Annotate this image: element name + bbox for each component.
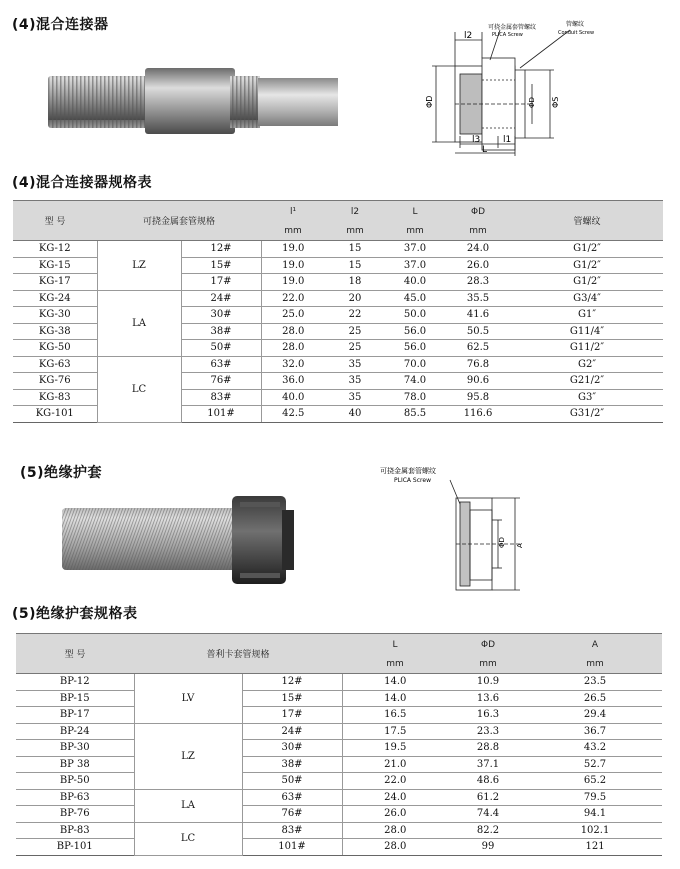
model-cell: KG-50 — [13, 340, 97, 357]
section5-table-heading: (5)绝缘护套规格表 — [12, 606, 138, 622]
diagram4-phiD-small-label: ΦD — [528, 97, 536, 108]
diagram4-L-label: L — [482, 145, 488, 155]
section4-heading: (4)混合连接器 — [12, 17, 109, 33]
model-cell: BP-24 — [16, 723, 134, 740]
L-cell: 40.0 — [385, 274, 445, 291]
A-cell: 94.1 — [528, 806, 662, 823]
L-cell: 28.0 — [342, 839, 448, 856]
conduit-size-cell: 101# — [181, 406, 261, 423]
l1-cell: 28.0 — [261, 340, 325, 357]
model-cell: KG-38 — [13, 323, 97, 340]
insulating-sleeve-diagram — [370, 458, 570, 608]
model-cell: KG-15 — [13, 257, 97, 274]
L-cell: 16.5 — [342, 707, 448, 724]
D-cell: 74.4 — [448, 806, 528, 823]
table-row — [16, 674, 662, 691]
l2-cell: 20 — [325, 290, 385, 307]
l2-cell: 25 — [325, 323, 385, 340]
conduit-group-cell: LV — [134, 674, 242, 724]
conduit-size-cell: 24# — [242, 723, 342, 740]
diagram4-plica-en-label: PLICA Screw — [492, 32, 523, 38]
l2-cell: 35 — [325, 356, 385, 373]
conduit-size-cell: 12# — [181, 241, 261, 258]
mixed-connector-diagram — [420, 18, 660, 158]
conduit-group-cell: LZ — [134, 723, 242, 789]
D-cell: 37.1 — [448, 756, 528, 773]
thread-cell: G1″ — [511, 307, 663, 324]
D-cell: 48.6 — [448, 773, 528, 790]
insulating-sleeve-spec-table — [16, 633, 662, 856]
thread-cell: G1/2″ — [511, 257, 663, 274]
diagram4-plica-label: 可挠金属套管螺纹 — [488, 24, 537, 31]
D-cell: 50.5 — [445, 323, 511, 340]
l1-cell: 22.0 — [261, 290, 325, 307]
model-cell: BP-17 — [16, 707, 134, 724]
A-cell: 43.2 — [528, 740, 662, 757]
diagram4-conduit-en-label: Conduit Screw — [558, 30, 595, 36]
table-row — [16, 806, 662, 823]
model-cell: BP-101 — [16, 839, 134, 856]
model-cell: BP-83 — [16, 822, 134, 839]
l2-cell: 35 — [325, 389, 385, 406]
header5-conduit: 普利卡套管规格 — [134, 634, 342, 674]
L-cell: 17.5 — [342, 723, 448, 740]
l1-cell: 19.0 — [261, 257, 325, 274]
A-cell: 65.2 — [528, 773, 662, 790]
l1-cell: 25.0 — [261, 307, 325, 324]
L-cell: 74.0 — [385, 373, 445, 390]
A-cell: 23.5 — [528, 674, 662, 691]
l2-cell: 18 — [325, 274, 385, 291]
table-row — [13, 241, 663, 258]
conduit-size-cell: 50# — [181, 340, 261, 357]
conduit-size-cell: 38# — [242, 756, 342, 773]
table-row — [16, 822, 662, 839]
mixed-connector-photo — [40, 60, 340, 140]
diagram5-plica-label: 可挠金属套管螺纹 — [380, 467, 436, 475]
thread-cell: G1/2″ — [511, 241, 663, 258]
thread-cell: G1/2″ — [511, 274, 663, 291]
D-cell: 28.3 — [445, 274, 511, 291]
table-row — [16, 707, 662, 724]
model-cell: KG-24 — [13, 290, 97, 307]
L-cell: 85.5 — [385, 406, 445, 423]
l2-cell: 25 — [325, 340, 385, 357]
D-cell: 61.2 — [448, 789, 528, 806]
model-cell: BP-15 — [16, 690, 134, 707]
thread-cell: G3″ — [511, 389, 663, 406]
diagram4-phiD-label: ΦD — [425, 95, 434, 108]
thread-cell: G31/2″ — [511, 406, 663, 423]
D-cell: 10.9 — [448, 674, 528, 691]
L-cell: 56.0 — [385, 340, 445, 357]
D-cell: 90.6 — [445, 373, 511, 390]
L-cell: 26.0 — [342, 806, 448, 823]
diagram5-phiD-label: ΦD — [498, 537, 506, 548]
conduit-group-cell: LA — [97, 290, 181, 356]
header-thread: 管螺纹 — [511, 201, 663, 241]
conduit-size-cell: 83# — [242, 822, 342, 839]
header-model: 型 号 — [13, 201, 97, 241]
l1-cell: 28.0 — [261, 323, 325, 340]
header5-model: 型 号 — [16, 634, 134, 674]
L-cell: 56.0 — [385, 323, 445, 340]
model-cell: KG-12 — [13, 241, 97, 258]
A-cell: 121 — [528, 839, 662, 856]
l1-cell: 32.0 — [261, 356, 325, 373]
table-row — [16, 789, 662, 806]
table-row — [16, 690, 662, 707]
A-cell: 102.1 — [528, 822, 662, 839]
l2-cell: 35 — [325, 373, 385, 390]
L-cell: 19.5 — [342, 740, 448, 757]
conduit-size-cell: 83# — [181, 389, 261, 406]
model-cell: KG-101 — [13, 406, 97, 423]
unit5-A: mm — [528, 656, 662, 674]
model-cell: BP-50 — [16, 773, 134, 790]
conduit-size-cell: 17# — [242, 707, 342, 724]
conduit-size-cell: 50# — [242, 773, 342, 790]
L-cell: 70.0 — [385, 356, 445, 373]
D-cell: 99 — [448, 839, 528, 856]
diagram4-l2-label: l2 — [464, 31, 473, 41]
table-row — [16, 723, 662, 740]
A-cell: 26.5 — [528, 690, 662, 707]
conduit-size-cell: 63# — [181, 356, 261, 373]
D-cell: 116.6 — [445, 406, 511, 423]
diagram4-l1-label: l1 — [503, 135, 512, 145]
conduit-group-cell: LZ — [97, 241, 181, 291]
conduit-size-cell: 76# — [242, 806, 342, 823]
conduit-size-cell: 30# — [242, 740, 342, 757]
L-cell: 21.0 — [342, 756, 448, 773]
l2-cell: 40 — [325, 406, 385, 423]
conduit-size-cell: 101# — [242, 839, 342, 856]
D-cell: 26.0 — [445, 257, 511, 274]
D-cell: 76.8 — [445, 356, 511, 373]
header-l2: l2 — [325, 201, 385, 223]
table-row — [13, 356, 663, 373]
header5-L: L — [342, 634, 448, 656]
conduit-size-cell: 15# — [242, 690, 342, 707]
D-cell: 13.6 — [448, 690, 528, 707]
unit-D: mm — [445, 223, 511, 241]
insulating-sleeve-photo — [60, 490, 300, 590]
thread-cell: G11/4″ — [511, 323, 663, 340]
model-cell: BP-12 — [16, 674, 134, 691]
conduit-size-cell: 24# — [181, 290, 261, 307]
header-conduit: 可挠金属套管规格 — [97, 201, 261, 241]
D-cell: 28.8 — [448, 740, 528, 757]
diagram4-l3-label: l3 — [472, 135, 481, 145]
l1-cell: 19.0 — [261, 241, 325, 258]
A-cell: 52.7 — [528, 756, 662, 773]
thread-cell: G11/2″ — [511, 340, 663, 357]
D-cell: 82.2 — [448, 822, 528, 839]
conduit-size-cell: 63# — [242, 789, 342, 806]
model-cell: KG-17 — [13, 274, 97, 291]
l1-cell: 36.0 — [261, 373, 325, 390]
L-cell: 45.0 — [385, 290, 445, 307]
section5-heading: (5)绝缘护套 — [20, 465, 103, 481]
header-L: L — [385, 201, 445, 223]
table-row — [16, 773, 662, 790]
L-cell: 37.0 — [385, 257, 445, 274]
section4-table-heading: (4)混合连接器规格表 — [12, 175, 153, 191]
L-cell: 14.0 — [342, 690, 448, 707]
model-cell: BP-30 — [16, 740, 134, 757]
conduit-size-cell: 17# — [181, 274, 261, 291]
L-cell: 22.0 — [342, 773, 448, 790]
unit-l2: mm — [325, 223, 385, 241]
l1-cell: 19.0 — [261, 274, 325, 291]
table-row — [16, 756, 662, 773]
D-cell: 16.3 — [448, 707, 528, 724]
L-cell: 37.0 — [385, 241, 445, 258]
unit-l1: mm — [261, 223, 325, 241]
L-cell: 78.0 — [385, 389, 445, 406]
A-cell: 79.5 — [528, 789, 662, 806]
l2-cell: 22 — [325, 307, 385, 324]
l1-cell: 40.0 — [261, 389, 325, 406]
L-cell: 50.0 — [385, 307, 445, 324]
table-row — [13, 290, 663, 307]
D-cell: 41.6 — [445, 307, 511, 324]
conduit-size-cell: 12# — [242, 674, 342, 691]
model-cell: KG-83 — [13, 389, 97, 406]
model-cell: KG-63 — [13, 356, 97, 373]
D-cell: 35.5 — [445, 290, 511, 307]
l1-cell: 42.5 — [261, 406, 325, 423]
header5-A: A — [528, 634, 662, 656]
conduit-size-cell: 38# — [181, 323, 261, 340]
L-cell: 28.0 — [342, 822, 448, 839]
table-row — [16, 839, 662, 856]
model-cell: BP 38 — [16, 756, 134, 773]
header5-D: ΦD — [448, 634, 528, 656]
model-cell: BP-63 — [16, 789, 134, 806]
mixed-connector-spec-table — [13, 200, 663, 423]
header-l1: l¹ — [261, 201, 325, 223]
L-cell: 14.0 — [342, 674, 448, 691]
D-cell: 24.0 — [445, 241, 511, 258]
l2-cell: 15 — [325, 241, 385, 258]
conduit-size-cell: 30# — [181, 307, 261, 324]
thread-cell: G21/2″ — [511, 373, 663, 390]
diagram5-A-label: A — [516, 543, 524, 548]
conduit-group-cell: LC — [134, 822, 242, 855]
conduit-size-cell: 76# — [181, 373, 261, 390]
model-cell: KG-30 — [13, 307, 97, 324]
table-row — [16, 740, 662, 757]
conduit-size-cell: 15# — [181, 257, 261, 274]
A-cell: 29.4 — [528, 707, 662, 724]
D-cell: 23.3 — [448, 723, 528, 740]
model-cell: KG-76 — [13, 373, 97, 390]
D-cell: 95.8 — [445, 389, 511, 406]
A-cell: 36.7 — [528, 723, 662, 740]
D-cell: 62.5 — [445, 340, 511, 357]
L-cell: 24.0 — [342, 789, 448, 806]
diagram4-conduit-label: 管螺纹 — [566, 21, 585, 28]
unit-L: mm — [385, 223, 445, 241]
l2-cell: 15 — [325, 257, 385, 274]
diagram4-phiS-label: ΦS — [551, 96, 560, 108]
header-D: ΦD — [445, 201, 511, 223]
conduit-group-cell: LC — [97, 356, 181, 422]
diagram5-plica-en-label: PLICA Screw — [394, 477, 431, 484]
unit5-L: mm — [342, 656, 448, 674]
conduit-group-cell: LA — [134, 789, 242, 822]
model-cell: BP-76 — [16, 806, 134, 823]
thread-cell: G2″ — [511, 356, 663, 373]
unit5-D: mm — [448, 656, 528, 674]
thread-cell: G3/4″ — [511, 290, 663, 307]
